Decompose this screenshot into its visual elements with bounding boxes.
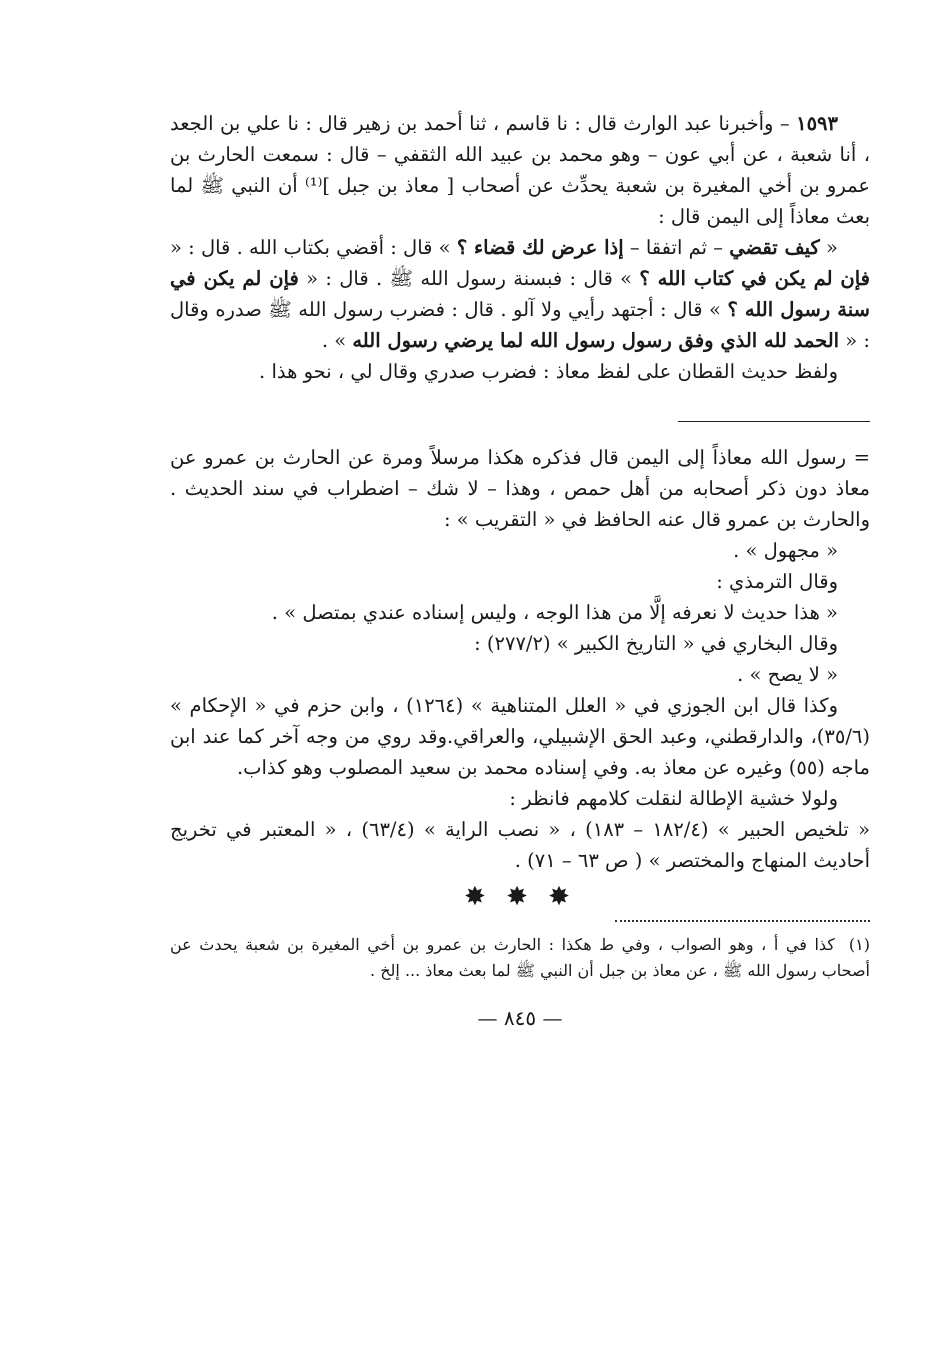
book-page: [170, 108, 870, 1030]
note-continuation: = رسول الله معاذاً إلى اليمن قال فذكره هكذا مرسلاً ومرة عن الحارث بن عمرو عن معاذ دون ذكر أصحابه من أهل حمص ، وهذا – لا شك – اضطراب في سند الحديث . والحارث بن عمرو قال عنه الحافظ في « التقريب » :: [170, 446, 870, 531]
main-text: [170, 108, 870, 387]
hadith-bold-phrase: فإن لم يكن في كتاب الله ؟: [639, 267, 871, 290]
footnote-marker: (١): [848, 935, 870, 954]
notes-separator: [678, 421, 870, 422]
hadith-text-segment: «: [819, 236, 838, 259]
hadith-paragraph-3: ولفظ حديث القطان على لفظ معاذ : فضرب صدري وقال لي ، نحو هذا .: [259, 360, 838, 383]
hadith-text-segment: » قال : أجتهد رأيي ولا آلو . قال : فضرب رسول الله ﷺ صدره وقال : «: [170, 298, 870, 352]
hadith-text-segment: » قال : أقضي بكتاب الله . قال : «: [170, 236, 457, 259]
hadith-text-segment: – ثم اتفقا –: [623, 236, 730, 259]
page-number: — ٨٤٥ —: [477, 1006, 563, 1030]
footnote-text: كذا في أ ، وهو الصواب ، وفي ط هكذا : الحارث بن عمرو بن أخي المغيرة بن شعبة يحدث عن أصحاب رسول الله ﷺ ، عن معاذ بن جبل أن النبي ﷺ لما بعث معاذ ... إلخ .: [170, 935, 870, 980]
hadith-paragraph-2: [170, 232, 870, 356]
note-bukhari-quote: « لا يصح » .: [737, 663, 838, 686]
hadith-bold-phrase: إذا عرض لك قضاء ؟: [456, 236, 624, 259]
note-bukhari-intro: وقال البخاري في « التاريخ الكبير » (٢٧٧/٢) :: [474, 632, 838, 655]
section-end-stars: ✸ ✸ ✸: [464, 882, 576, 912]
note-quote-majhul: « مجهول » .: [733, 539, 838, 562]
hadith-text-segment: » قال : فبسنة رسول الله ﷺ . قال : «: [298, 267, 640, 290]
note-tirmidhi-intro: وقال الترمذي :: [716, 570, 838, 593]
hadith-bold-phrase: فإن لم يكن في سنة رسول الله ؟: [170, 267, 870, 321]
footnote: [170, 932, 870, 984]
footnote-divider: [615, 920, 870, 922]
hadith-bold-phrase: الحمد لله الذي وفق رسول رسول الله لما يرضي رسول الله: [352, 329, 840, 352]
note-other-critics: وكذا قال ابن الجوزي في « العلل المتناهية » (١٢٦٤) ، وابن حزم في « الإحكام » (٣٥/٦)، والدارقطني، وعبد الحق الإشبيلي، والعراقي.وقد روي من وجه آخر كما عند ابن ماجه (٥٥) وغيره عن معاذ به. وفي إسناده محمد بن سعيد المصلوب وهو كذاب.: [170, 694, 870, 779]
note-tirmidhi-quote: « هذا حديث لا نعرفه إلَّا من هذا الوجه ، وليس إسناده عندي بمتصل » .: [271, 601, 838, 624]
commentary-notes: [170, 442, 870, 914]
note-refer-intro: ولولا خشية الإطالة لنقلت كلامهم فانظر :: [509, 787, 838, 810]
note-references: « تلخيص الحبير » (١٨٢/٤ – ١٨٣) ، « نصب الراية » (٦٣/٤) ، « المعتبر في تخريج أحاديث المنهاج والمختصر » ( ص ٦٣ – ٧١) .: [170, 818, 870, 872]
hadith-number: ١٥٩٣: [796, 112, 838, 135]
hadith-text-segment: » .: [321, 329, 353, 352]
hadith-bold-phrase: كيف تقضي: [729, 236, 820, 259]
hadith-isnad: – وأخبرنا عبد الوارث قال : نا قاسم ، ثنا أحمد بن زهير قال : نا علي بن الجعد ، أنا شعبة ، عن أبي عون – وهو محمد بن عبيد الله الثقفي – قال : سمعت الحارث بن عمرو بن أخي المغيرة بن شعبة يحدِّث عن أصحاب [ معاذ بن جبل ]⁽¹⁾ أن النبي ﷺ لما بعث معاذاً إلى اليمن قال :: [170, 112, 870, 228]
hadith-paragraph-1: [170, 108, 870, 232]
